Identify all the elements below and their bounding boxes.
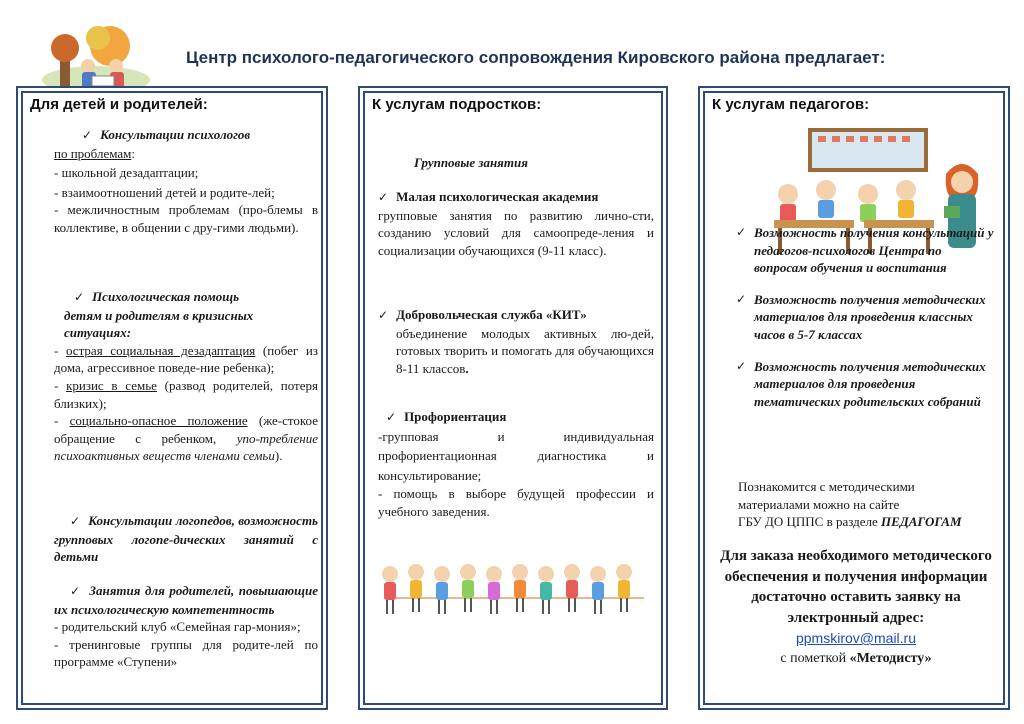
section-body: объединение молодых активных лю-дей, готовых творить и помогать для обучающихся 8-11 классов. (396, 325, 654, 376)
list-item: -групповая и индивидуальная профориентационная диагностика и консультирование; (378, 428, 654, 483)
problems-label: по проблемам (54, 145, 132, 161)
order-info (710, 546, 1002, 667)
panel-title: К услугам педагогов: (712, 96, 870, 113)
materials-info (738, 478, 1008, 531)
section-title: Профориентация (404, 409, 507, 424)
page-title: Центр психолого-педагогического сопровождения Кировского района предлагает: (186, 48, 886, 67)
list-item: ✓ Возможность получения консультаций у педагогов-психологов Центра по вопросам обучения и воспитания (736, 225, 994, 276)
materials-section-line: ГБУ ДО ЦППС в разделе ПЕДАГОГАМ (738, 514, 962, 530)
crisis-help-section (54, 288, 318, 465)
list-item: - родительский клуб «Семейная гар-мония»; (54, 619, 301, 635)
check-icon: ✓ (736, 291, 747, 306)
list-item: ✓ Возможность получения методических материалов для проведения тематических родительских собраний (736, 358, 986, 409)
list-item: - тренинговые группы для родите-лей по программе «Ступени» (54, 636, 318, 670)
order-text: Для заказа необходимого методического обеспечения и получения информации достаточно оставить заявку на электронный адрес: (720, 548, 992, 626)
email-link[interactable]: ppmskirov@mail.ru (795, 630, 916, 646)
check-icon: ✓ (74, 290, 85, 304)
section-title: Занятия для родителей, повышающие их психологическую компетентность (54, 583, 318, 617)
materials-info-text: Познакомится с методическими материалами можно на сайте (738, 479, 915, 512)
section-title: Добровольческая служба «КИТ» (396, 307, 587, 322)
speech-therapist-section (54, 512, 318, 566)
list-item: - межличностным проблемам (про-блемы в коллективе, в общении с дру-гими людьми). (54, 202, 318, 235)
section-subtitle: детям и родителям в кризисных ситуациях: (64, 307, 254, 341)
list-item: ✓ Возможность получения методических материалов для проведения классных часов в 5-7 классах (736, 291, 986, 342)
parent-classes-section (54, 582, 318, 671)
panel-title: К услугам подростков: (372, 96, 542, 113)
group-classes-heading: Групповые занятия (414, 155, 528, 170)
check-icon: ✓ (386, 410, 397, 424)
section-title: Психологическая помощь (92, 289, 240, 304)
section-title: Малая психологическая академия (396, 189, 599, 204)
panel-teenagers (358, 86, 668, 710)
check-icon: ✓ (70, 584, 82, 598)
career-guidance-section (378, 408, 654, 520)
list-item: - кризис в семье (развод родителей, потеря близких); (54, 377, 318, 411)
list-item: - помощь в выборе будущей профессии и учебного заведения. (378, 486, 654, 519)
panel-teachers (698, 86, 1010, 710)
list-item: - школьной дезадаптации; (54, 165, 199, 181)
check-icon: ✓ (378, 190, 389, 204)
panel-children-parents (16, 86, 328, 710)
list-item: - острая социальная дезадаптация (побег из дома, агрессивное поведе-ние ребенка); (54, 342, 318, 376)
teacher-services-list (736, 224, 994, 410)
section-title: Консультации психологов (100, 127, 251, 142)
volunteer-service-section (378, 306, 654, 377)
check-icon: ✓ (70, 514, 81, 528)
panel-title: Для детей и родителей: (30, 96, 208, 113)
psychology-academy-section (378, 188, 654, 259)
section-title: Консультации логопедов, возможность групповых логопе-дических занятий с детьми (54, 513, 318, 565)
check-icon: ✓ (82, 128, 93, 142)
check-icon: ✓ (736, 225, 747, 239)
check-icon: ✓ (736, 358, 747, 373)
children-holding-hands-illustration (376, 558, 652, 628)
list-item: - социально-опасное положение (же-стокое обращение с ребенком, упо-требление психоактивных веществ членами семьи). (54, 413, 318, 464)
note-line: с пометкой «Методисту» (780, 650, 932, 666)
list-item: - взаимоотношений детей и родите-лей; (54, 184, 275, 200)
check-icon: ✓ (378, 308, 389, 322)
section-body: групповые занятия по развитию лично-сти, созданию условий для самоопреде-ления и социализации обучающихся (9-11 класс). (378, 207, 654, 258)
psychologist-consultations-section: ✓ Консультации психологов по проблемам: - школьной дезадаптации; - взаимоотношений детей и родите-лей; - межличностным проблемам (про-блемы в коллективе, в общении с дру-гими людьми). (54, 127, 318, 235)
